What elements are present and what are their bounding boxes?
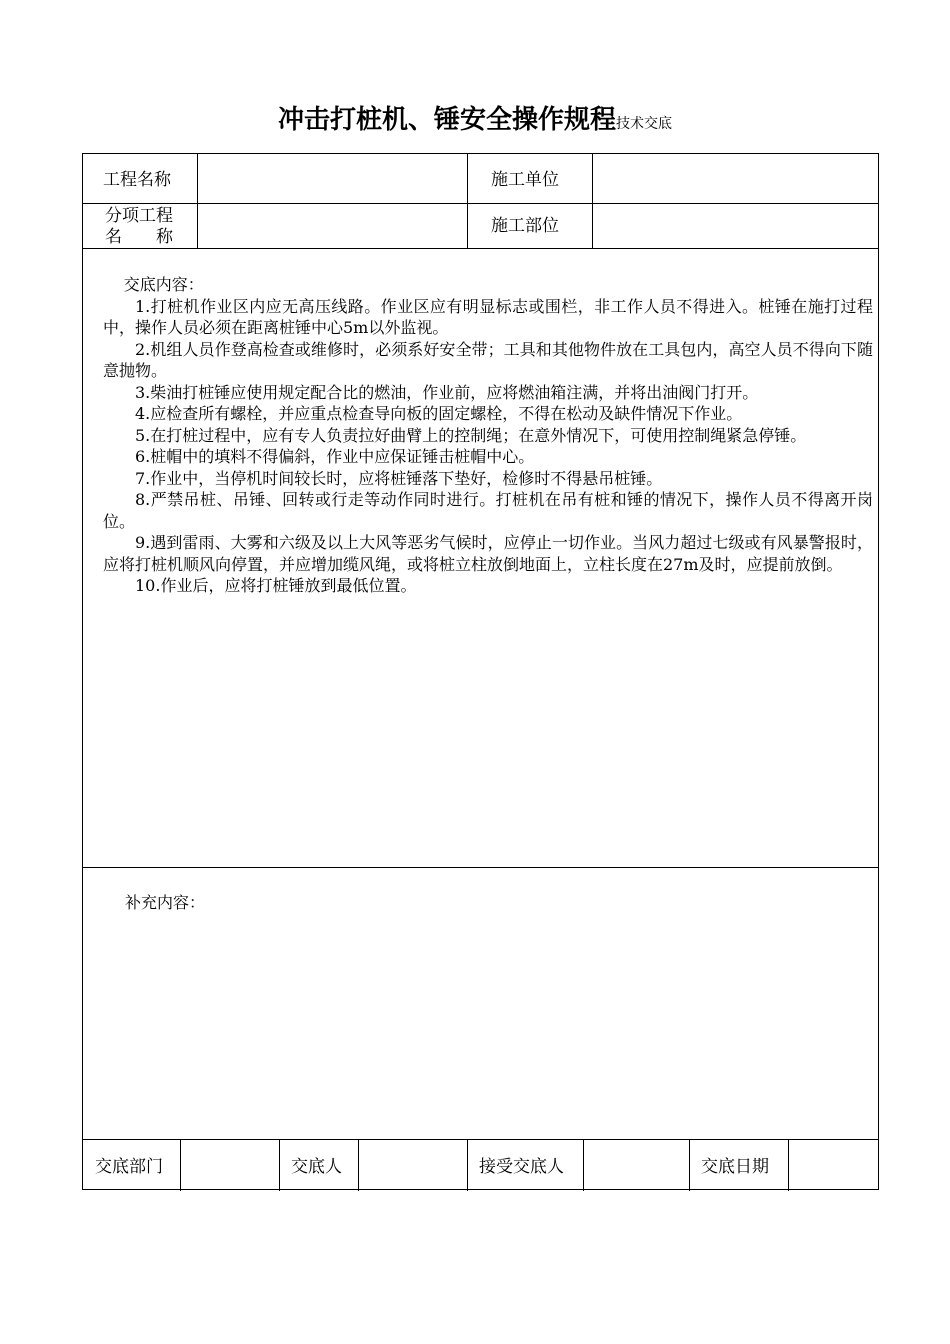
date-label: 交底日期 (701, 1157, 769, 1177)
content-item: 9.遇到雷雨、大雾和六级及以上大风等恶劣气候时，应停止一切作业。当风力超过七级或有风暴警报时，应将打桩机顺风向停置，并应增加缆风绳，或将桩立柱放倒地面上，立柱长度在27m及时，应提前放倒。 (103, 533, 873, 574)
row-divider-2 (83, 248, 878, 249)
row-divider-1 (83, 203, 878, 204)
footer-col-divider-4 (467, 1139, 468, 1191)
footer-col-divider-5 (583, 1139, 584, 1191)
sub-project-label-line1: 分项工程 (105, 206, 173, 226)
sub-project-label-line2: 名 称 (105, 227, 173, 247)
project-name-label: 工程名称 (103, 170, 171, 190)
header-col-divider-1 (197, 154, 198, 248)
construction-unit-label: 施工单位 (491, 170, 559, 190)
disclosure-content (103, 274, 873, 597)
footer-col-divider-7 (788, 1139, 789, 1191)
content-item: 10.作业后，应将打桩锤放到最低位置。 (135, 576, 417, 595)
header-col-divider-2 (467, 154, 468, 248)
content-item: 1.打桩机作业区内应无高压线路。作业区应有明显标志或围栏，非工作人员不得进入。桩锤在施打过程中，操作人员必须在距离桩锤中心5m以外监视。 (103, 296, 873, 337)
content-item: 2.机组人员作登高检查或维修时，必须系好安全带；工具和其他物件放在工具包内，高空人员不得向下随意抛物。 (103, 339, 873, 380)
content-item: 5.在打桩过程中，应有专人负责拉好曲臂上的控制绳；在意外情况下，可使用控制绳紧急停锤。 (135, 425, 807, 445)
title-sub: 技术交底 (616, 116, 672, 132)
footer-col-divider-3 (358, 1139, 359, 1191)
receiver-label: 接受交底人 (479, 1157, 564, 1177)
department-label: 交底部门 (95, 1157, 163, 1177)
document-title (0, 100, 950, 144)
content-heading: 交底内容： (123, 275, 204, 294)
content-item: 8.严禁吊桩、吊锤、回转或行走等动作同时进行。打桩机在吊有桩和锤的情况下，操作人员不得离开岗位。 (103, 490, 873, 531)
header-col-divider-3 (592, 154, 593, 248)
row-divider-4 (83, 1139, 878, 1140)
footer-col-divider-2 (279, 1139, 280, 1191)
construction-part-label: 施工部位 (491, 216, 559, 236)
presenter-label: 交底人 (291, 1157, 342, 1177)
supplement-label: 补充内容： (125, 893, 206, 912)
disclosure-form (82, 153, 879, 1190)
content-item: 6.桩帽中的填料不得偏斜，作业中应保证锤击桩帽中心。 (135, 447, 535, 466)
title-main: 冲击打桩机、锤安全操作规程 (277, 105, 616, 135)
content-item: 7.作业中，当停机时间较长时，应将桩锤落下垫好，检修时不得悬吊桩锤。 (135, 468, 663, 488)
row-divider-3 (83, 867, 878, 868)
footer-col-divider-1 (180, 1139, 181, 1191)
content-item: 4.应检查所有螺栓，并应重点检查导向板的固定螺栓，不得在松动及缺件情况下作业。 (135, 404, 743, 423)
content-item: 3.柴油打桩锤应使用规定配合比的燃油，作业前，应将燃油箱注满，并将出油阀门打开。 (135, 382, 759, 402)
footer-col-divider-6 (689, 1139, 690, 1191)
